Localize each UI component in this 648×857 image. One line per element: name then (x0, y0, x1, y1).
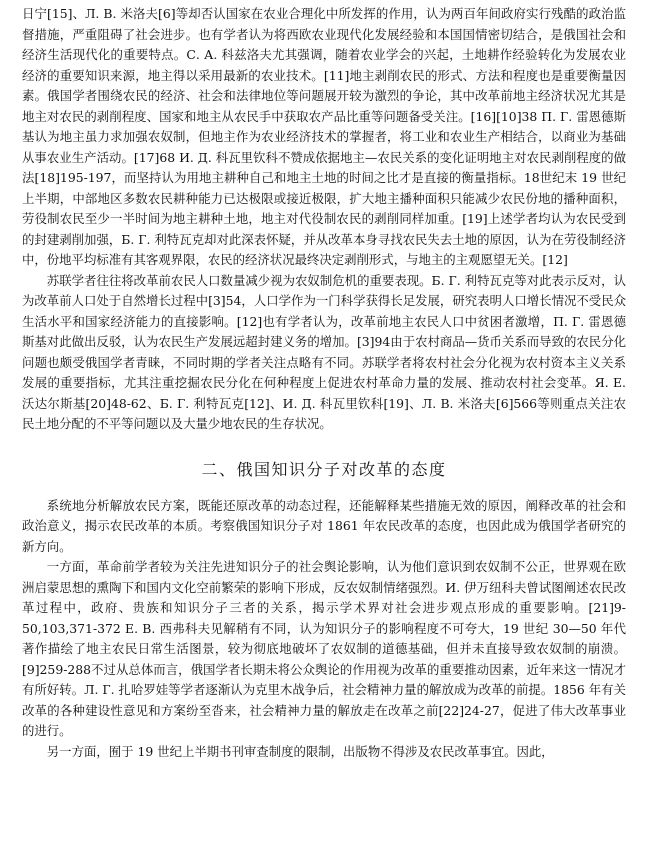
paragraph: 苏联学者往往将改革前农民人口数量减少视为农奴制危机的重要表现。Б. Г. 利特瓦克等对此表示反对，认为改革前人口处于自然增长过程中[3]54，人口学作为一门科学获得长足发展，研究表明人口增长情况不受民众生活水平和国家经济能力的直接影响。[12]也有学者认为，改革前地主农民人口中贫困者激增，П. Г. 雷恩德斯基对此做出反驳，认为农民生产发展远超封建义务的增加。[3]94由于农村商品—货币关系而导致的农民分化问题也颇受俄国学者青睐，不同时期的学者关注点略有不同。苏联学者将农村社会分化视为农村资本主义关系发展的重要指标，尤其注重挖掘农民分化在何种程度上促进农村革命力量的发展、推动农村社会变革。Я. Е. 沃达尔斯基[20]48-62、Б. Г. 利特瓦克[12]、И. Д. 科瓦里钦科[19]、Л. В. 米洛夫[6]566等则重点关注农民土地分配的不平等问题以及大量少地农民的生存状况。 (22, 272, 626, 431)
paragraph: 系统地分析解放农民方案，既能还原改革的动态过程，还能解释某些措施无效的原因，阐释改革的社会和政治意义，揭示农民改革的本质。考察俄国知识分子对 1861 年农民改革的态度，也因此成为俄国学者研究的新方向。 (22, 497, 626, 554)
paragraph: 另一方面，囿于 19 世纪上半期书刊审查制度的限制，出版物不得涉及农民改革事宜。因此， (46, 743, 554, 759)
body-text-top (22, 4, 626, 435)
body-text-bottom (22, 496, 626, 763)
paragraph: 日宁[15]、Л. В. 米洛夫[6]等却否认国家在农业合理化中所发挥的作用，认为两百年间政府实行残酷的政治监督措施，严重阻碍了社会进步。也有学者认为将西欧农业现代化发展经验和本国国情密切结合，是俄国社会和经济生活现代化的重要特点。С. А. 科兹洛夫尤其强调，随着农业学会的兴起，土地耕作经验转化为发展农业经济的重要知识来源，地主得以采用最新的农业技术。[11]地主剥削农民的形式、方法和程度也是重要衡量因素。俄国学者围绕农民的经济、社会和法律地位等问题展开较为激烈的争论，其中改革前地主经济状况尤其是地主对农民的剥削程度、国家和地主从农民手中获取农产品比重等问题备受关注。[16][10]38 П. Г. 雷恩德斯基认为地主虽力求加强农奴制，但地主作为农业经济技术的掌握者，将工业和农业生产相结合，以商业为基础从事农业生产活动。[17]68 И. Д. 科瓦里钦科不赞成依据地主—农民关系的变化证明地主对农民剥削程度的做法[18]195-197，而坚持认为用地主耕种自己和地主土地的时间之比才是直接的衡量指标。18世纪末 19 世纪上半期，中部地区多数农民耕种能力已达极限或接近极限，扩大地主播种面积只能减少农民份地的播种面积，劳役制农民至少一半时间为地主耕种土地，地主对代役制农民的剥削同样加重。[19]上述学者均认为农民受到的封建剥削加强，Б. Г. 利特瓦克却对此深表怀疑，并从改革本身寻找农民失去土地的原因，认为在劳役制经济中，份地平均标准有其客观界限，农民的经济状况最终决定剥削形式，与地主的主观愿望无关。[12] (22, 6, 626, 267)
section-heading: 二、俄国知识分子对改革的态度 (201, 459, 447, 479)
paragraph: 一方面，革命前学者较为关注先进知识分子的社会舆论影响，认为他们意识到农奴制不公正，世界观在欧洲启蒙思想的熏陶下和国内文化空前繁荣的影响下形成，反农奴制情绪强烈。И. 伊万纽科夫曾试图阐述农民改革过程中，政府、贵族和知识分子三者的关系，揭示学术界对社会进步观点形成的重要影响。[21]9-50,103,371-372 Е. В. 西弗科夫见解稍有不同，认为知识分子的影响程度不可夸大，19 世纪 30—50 年代著作描绘了地主农民日常生活图景，较为彻底地破坏了农奴制的道德基础，但并未直接导致农奴制的崩溃。[9]259-288不过从总体而言，俄国学者长期未将公众舆论的作用视为改革的重要推动因素，近年来这一情况才有所好转。Л. Г. 扎哈罗娃等学者逐渐认为克里木战争后，社会精神力量的解放成为改革的前提。1856 年有关改革的各种建设性意见和方案纷至沓来，社会精神力量的解放走在改革之前[22]24-27，促进了伟大改革事业的进行。 (22, 559, 626, 738)
